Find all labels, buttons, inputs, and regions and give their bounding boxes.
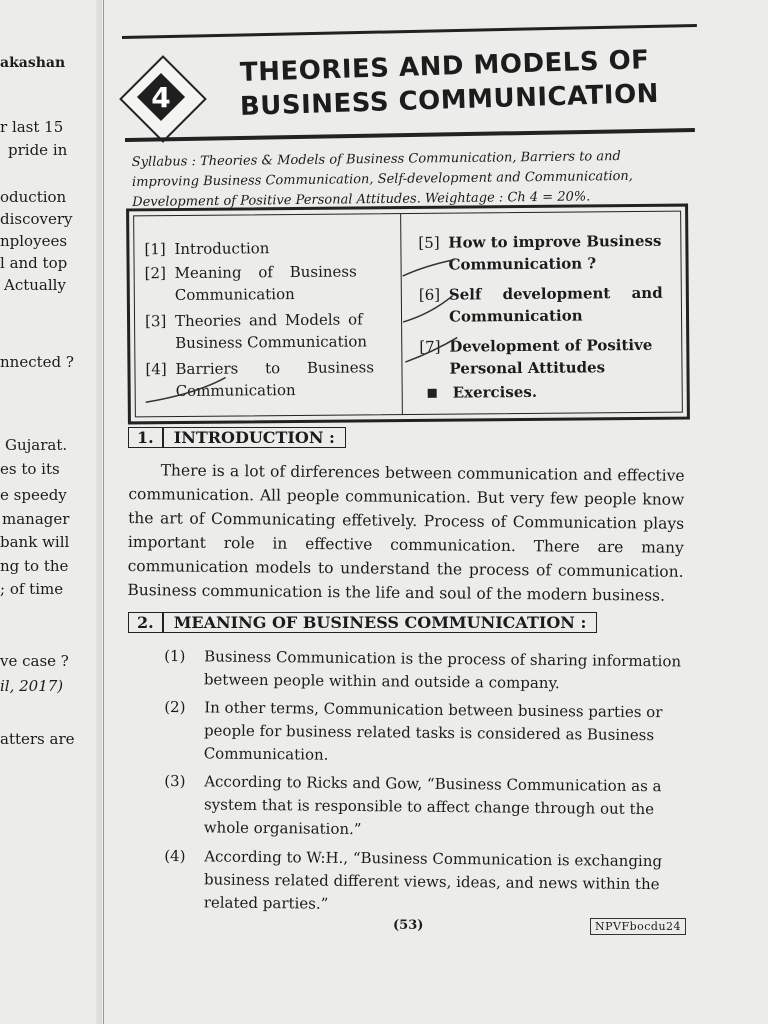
left-fragment: ng to the [0,557,69,575]
chapter-title-line1: THEORIES AND MODELS OF [239,45,650,88]
page-spine [103,0,104,1024]
section-number: 2. [128,612,164,633]
left-fragment: discovery [0,210,73,228]
list-item-text: According to W:H., “Business Communication is exchanging business related different views, ideas, and news within the related parties.” [203,847,663,913]
contents-item-number: [1] [144,240,166,259]
section-body-text: There is a lot of dirferences between communication and effective communication. All people communication. But very few people know the art of Communicating effetively. Process of Communication plays important role in effective communication. There are many communication models to understand the process of communication. Business communication is the life and soul of the modern business. [127,461,685,605]
pen-tick-icon [405,338,457,362]
left-fragment: akashan [0,55,66,71]
contents-item-label-cont: Communication ? [448,254,597,274]
pen-tick-marks [134,212,684,419]
page-number: (53) [393,918,424,933]
contents-item-label-cont: Communication [448,306,583,326]
left-fragment: oduction [0,188,67,206]
left-fragment: Actually [4,276,66,294]
contents-item-label: Development of Positive [449,335,653,356]
contents-item-label: Self development and [448,283,663,304]
contents-item-label-cont: Communication [175,380,296,401]
left-fragment: manager [2,510,70,528]
section-body [127,458,684,608]
left-fragment: nployees [0,232,68,250]
list-item-number: (4) [164,847,186,866]
contents-item-label: Exercises. [452,382,538,402]
section-title: MEANING OF BUSINESS COMMUNICATION : [164,612,598,633]
left-fragment: ; of time [0,580,64,598]
pen-tick-icon [403,260,455,276]
header-bottom-rule [125,128,695,142]
contents-item-number: [6] [418,285,441,304]
contents-box [126,204,690,425]
section-heading [128,612,597,633]
section-number: 1. [128,427,164,448]
left-fragment: ve case ? [0,652,69,670]
page-gutter [96,0,102,1024]
contents-item-label: Barriers to Business [175,358,375,379]
section-heading [128,427,346,448]
list-item-number: (3) [164,772,186,791]
contents-item-number: [2] [144,264,166,283]
pen-tick-icon [146,378,226,403]
pen-tick-icon [403,296,453,322]
contents-item-label: Introduction [174,239,270,259]
list-item-text: According to Ricks and Gow, “Business Communication as a system that is responsible to affect change through out the whole organisation.” [203,772,662,839]
print-code: NPVFbocdu24 [590,918,686,935]
chapter-title-line2: BUSINESS COMMUNICATION [239,78,660,122]
contents-item-label: Meaning of Business [174,262,357,283]
contents-item-number: [4] [145,360,167,379]
left-fragment: nnected ? [0,353,74,371]
list-item [164,770,685,844]
contents-item-label: Theories and Models of [174,310,363,331]
header-top-rule [122,24,697,39]
list-item [164,645,684,696]
contents-item-label-cont: Personal Attitudes [449,358,606,378]
contents-item-number: [7] [419,337,441,356]
chapter-number: 4 [151,81,171,114]
left-fragment: l and top [0,254,68,272]
list-item-text: In other terms, Communication between business parties or people for business related tasks is considered as Business Communication. [203,698,663,764]
syllabus: Syllabus : Theories & Models of Business Communication, Barriers to and improving Business Communication, Self-development and Communication, Development of Positive Personal Attitudes. Weightage : Ch 4 = 20%. [131,149,634,210]
left-fragment: es to its [0,460,60,478]
contents-inner-border [133,211,683,418]
contents-item-number: [3] [144,312,167,331]
left-fragment: Gujarat. [5,436,68,454]
list-item-text: Business Communication is the process of sharing information between people within and outside a company. [203,647,682,693]
list-item [164,845,685,919]
contents-item-number: [5] [418,233,440,252]
section-title: INTRODUCTION : [164,427,346,448]
left-fragment: il, 2017) [0,677,64,695]
contents-item-label-cont: Business Communication [175,332,368,353]
contents-item-label-cont: Communication [174,284,295,305]
list-item-number: (1) [164,647,186,666]
left-fragment: e speedy [0,486,67,504]
left-fragment: r last 15 [0,118,64,136]
left-fragment: atters are [0,730,75,748]
left-fragment: pride in [8,141,68,159]
left-fragment: bank will [0,533,70,551]
contents-item-label: How to improve Business [448,231,662,252]
list-item-number: (2) [164,698,186,717]
list-item [164,696,685,770]
